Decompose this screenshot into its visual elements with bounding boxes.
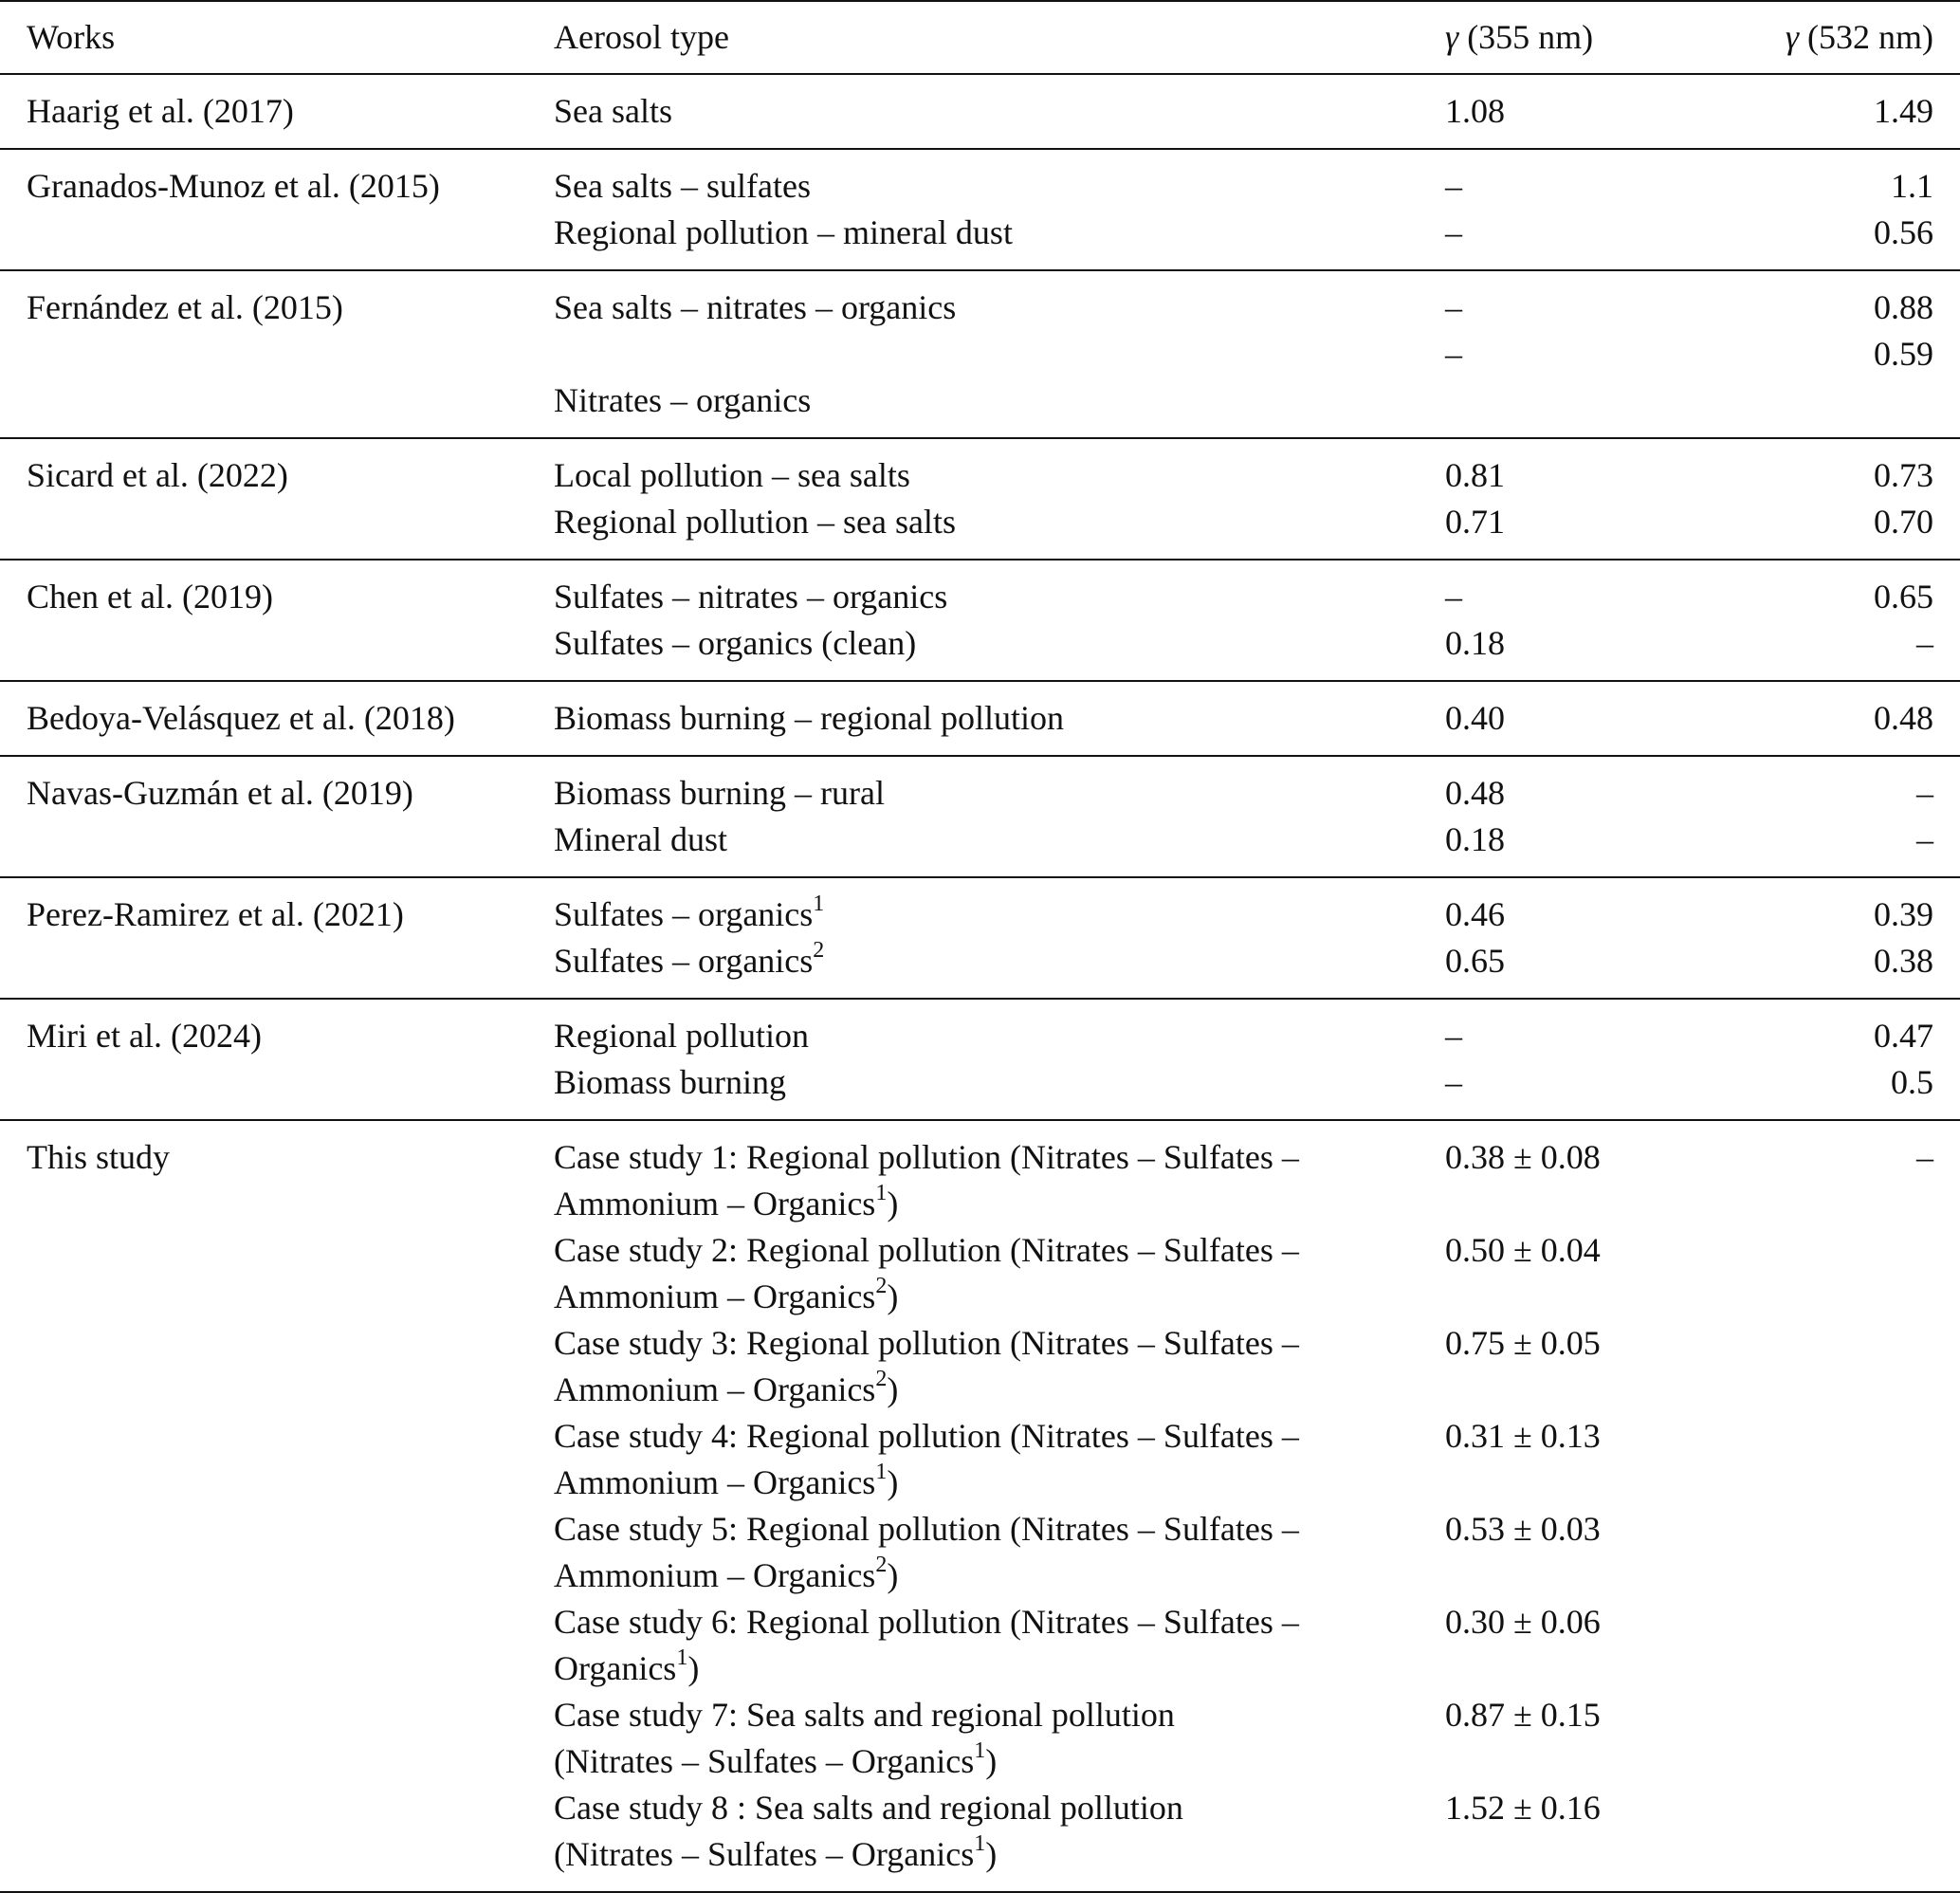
cell-gamma-355-text: 0.50 ± 0.04 xyxy=(1445,1231,1601,1269)
cell-gamma-355-text: 0.75 ± 0.05 xyxy=(1445,1324,1601,1362)
footnote-marker: 2 xyxy=(875,1367,888,1391)
cell-gamma-532 xyxy=(1730,620,1960,681)
cell-work xyxy=(0,877,527,938)
cell-gamma-532-text: 0.47 xyxy=(1874,1017,1933,1055)
cell-work xyxy=(0,499,527,560)
cell-work xyxy=(0,999,527,1059)
table-row xyxy=(0,1599,1960,1692)
cell-aerosol-type xyxy=(527,499,1445,560)
cell-gamma-355-text: – xyxy=(1445,1063,1462,1101)
cell-aerosol-type xyxy=(527,1059,1445,1120)
cell-gamma-532 xyxy=(1730,1059,1960,1120)
cell-gamma-355 xyxy=(1445,438,1730,499)
case-line-2-close: ) xyxy=(887,1463,899,1501)
cell-work xyxy=(0,620,527,681)
footnote-marker: 1 xyxy=(974,1738,986,1763)
cell-gamma-532-text: 0.59 xyxy=(1874,335,1933,373)
cell-aerosol-type xyxy=(527,438,1445,499)
cell-gamma-355 xyxy=(1445,1059,1730,1120)
cell-work xyxy=(0,560,527,620)
table-row xyxy=(0,877,1960,938)
cell-aerosol-type xyxy=(527,377,1445,438)
table-row xyxy=(0,1120,1960,1227)
cell-gamma-355 xyxy=(1445,1692,1730,1785)
cell-aerosol-type xyxy=(527,74,1445,149)
cell-gamma-355 xyxy=(1445,756,1730,817)
cell-gamma-532-text: 0.70 xyxy=(1874,503,1933,541)
cell-work xyxy=(0,1506,527,1599)
header-gamma-355-unit: (355 nm) xyxy=(1467,18,1594,56)
case-line-2-close: ) xyxy=(887,1277,899,1315)
cell-gamma-532 xyxy=(1730,149,1960,210)
cell-work-text: Sicard et al. (2022) xyxy=(27,456,288,494)
cell-gamma-532-text: – xyxy=(1916,774,1933,812)
cell-aerosol-type-text: Sulfates – organics xyxy=(554,942,814,980)
cell-aerosol-type xyxy=(527,938,1445,999)
header-aerosol-type: Aerosol type xyxy=(554,18,729,56)
case-line-2-close: ) xyxy=(985,1742,998,1780)
case-line-1: Case study 4: Regional pollution (Nitrates – Sulfates – xyxy=(554,1417,1299,1455)
cell-work-text: Fernández et al. (2015) xyxy=(27,288,343,326)
cell-work xyxy=(0,1413,527,1506)
header-gamma-532-unit: (532 nm) xyxy=(1807,18,1933,56)
cell-gamma-355 xyxy=(1445,270,1730,331)
table-row xyxy=(0,1785,1960,1892)
case-line-1: Case study 7: Sea salts and regional pollution xyxy=(554,1696,1175,1734)
footnote-marker: 2 xyxy=(813,938,825,963)
table-row xyxy=(0,210,1960,270)
footnote-marker: 1 xyxy=(676,1645,688,1670)
cell-gamma-532 xyxy=(1730,1413,1960,1506)
case-line-2 xyxy=(554,1460,1445,1506)
header-gamma-355 xyxy=(1445,1,1730,74)
cell-aerosol-type xyxy=(527,1599,1445,1692)
case-line-2-text: (Nitrates – Sulfates – Organics xyxy=(554,1835,975,1873)
table-group xyxy=(0,270,1960,438)
cell-gamma-355-text: 0.71 xyxy=(1445,503,1505,541)
table-row xyxy=(0,999,1960,1059)
footnote-marker: 1 xyxy=(875,1460,888,1484)
cell-gamma-532-text: 1.1 xyxy=(1891,167,1933,205)
cell-gamma-532-text: 0.88 xyxy=(1874,288,1933,326)
cell-gamma-355-text: 0.46 xyxy=(1445,895,1505,933)
cell-aerosol-type xyxy=(527,681,1445,756)
table-group xyxy=(0,877,1960,999)
cell-aerosol-type xyxy=(527,756,1445,817)
table-group xyxy=(0,999,1960,1120)
cell-aerosol-type xyxy=(527,149,1445,210)
cell-work-text: Bedoya-Velásquez et al. (2018) xyxy=(27,699,455,737)
cell-aerosol-type xyxy=(527,210,1445,270)
cell-gamma-355 xyxy=(1445,499,1730,560)
cell-gamma-355 xyxy=(1445,1227,1730,1320)
cell-gamma-355-text: 1.52 ± 0.16 xyxy=(1445,1789,1601,1827)
table-row xyxy=(0,1506,1960,1599)
cell-aerosol-type xyxy=(527,817,1445,877)
cell-work-text: Navas-Guzmán et al. (2019) xyxy=(27,774,413,812)
table-row xyxy=(0,817,1960,877)
cell-gamma-532 xyxy=(1730,377,1960,438)
case-line-1: Case study 1: Regional pollution (Nitrates – Sulfates – xyxy=(554,1138,1299,1176)
cell-aerosol-type-text: Sulfates – nitrates – organics xyxy=(554,578,948,616)
table-row xyxy=(0,438,1960,499)
gamma-symbol: γ xyxy=(1445,18,1459,56)
cell-gamma-355 xyxy=(1445,817,1730,877)
cell-aerosol-type xyxy=(527,1506,1445,1599)
cell-gamma-532-text: 0.38 xyxy=(1874,942,1933,980)
cell-aerosol-type xyxy=(527,1692,1445,1785)
cell-aerosol-type xyxy=(527,1785,1445,1892)
cell-gamma-532 xyxy=(1730,938,1960,999)
cell-work xyxy=(0,1227,527,1320)
cell-gamma-532-text: – xyxy=(1916,820,1933,858)
header-works: Works xyxy=(27,18,116,56)
table-group xyxy=(0,74,1960,149)
table-row xyxy=(0,560,1960,620)
cell-work-text: Perez-Ramirez et al. (2021) xyxy=(27,895,404,933)
case-line-2-close: ) xyxy=(887,1185,899,1222)
cell-work xyxy=(0,1059,527,1120)
cell-work-text: This study xyxy=(27,1138,171,1176)
cell-gamma-355 xyxy=(1445,1120,1730,1227)
case-line-2 xyxy=(554,1181,1445,1227)
cell-gamma-355 xyxy=(1445,999,1730,1059)
cell-gamma-532 xyxy=(1730,1506,1960,1599)
case-line-2-text: Ammonium – Organics xyxy=(554,1370,876,1408)
cell-aerosol-type-text: Regional pollution – sea salts xyxy=(554,503,956,541)
case-line-2-text: Ammonium – Organics xyxy=(554,1463,876,1501)
cell-gamma-355-text: – xyxy=(1445,1017,1462,1055)
cell-gamma-532 xyxy=(1730,681,1960,756)
cell-gamma-355 xyxy=(1445,210,1730,270)
cell-aerosol-type xyxy=(527,1227,1445,1320)
case-line-2 xyxy=(554,1553,1445,1599)
cell-aerosol-type-text: Local pollution – sea salts xyxy=(554,456,910,494)
cell-aerosol-type-text: Nitrates – organics xyxy=(554,381,812,419)
cell-gamma-355-text: 0.53 ± 0.03 xyxy=(1445,1510,1601,1548)
cell-work xyxy=(0,270,527,331)
case-line-2-close: ) xyxy=(887,1556,899,1594)
case-line-2 xyxy=(554,1831,1445,1878)
table-row xyxy=(0,74,1960,149)
table-row xyxy=(0,331,1960,377)
case-line-1: Case study 2: Regional pollution (Nitrates – Sulfates – xyxy=(554,1231,1299,1269)
cell-gamma-355-text: – xyxy=(1445,288,1462,326)
table-row xyxy=(0,756,1960,817)
table-group xyxy=(0,681,1960,756)
table-row xyxy=(0,270,1960,331)
cell-gamma-532 xyxy=(1730,210,1960,270)
cell-gamma-355-text: 1.08 xyxy=(1445,92,1505,130)
cell-gamma-532 xyxy=(1730,499,1960,560)
cell-gamma-355-text: 0.81 xyxy=(1445,456,1505,494)
cell-gamma-355 xyxy=(1445,331,1730,377)
cell-gamma-355 xyxy=(1445,1320,1730,1413)
cell-work xyxy=(0,817,527,877)
table-row xyxy=(0,377,1960,438)
case-line-2-text: Ammonium – Organics xyxy=(554,1185,876,1222)
cell-aerosol-type-text: Sea salts – sulfates xyxy=(554,167,811,205)
case-line-1: Case study 3: Regional pollution (Nitrates – Sulfates – xyxy=(554,1324,1299,1362)
cell-gamma-355-text: 0.48 xyxy=(1445,774,1505,812)
cell-gamma-532-text: 0.48 xyxy=(1874,699,1933,737)
table-row xyxy=(0,938,1960,999)
table-row xyxy=(0,1692,1960,1785)
cell-aerosol-type xyxy=(527,999,1445,1059)
cell-gamma-355-text: 0.38 ± 0.08 xyxy=(1445,1138,1601,1176)
cell-gamma-355 xyxy=(1445,1599,1730,1692)
cell-gamma-532 xyxy=(1730,1320,1960,1413)
cell-work xyxy=(0,210,527,270)
table-group xyxy=(0,438,1960,560)
case-line-2-close: ) xyxy=(887,1370,899,1408)
table-row xyxy=(0,681,1960,756)
case-line-2 xyxy=(554,1645,1445,1692)
table-row xyxy=(0,1227,1960,1320)
cell-gamma-355-text: 0.31 ± 0.13 xyxy=(1445,1417,1601,1455)
cell-gamma-355 xyxy=(1445,149,1730,210)
cell-gamma-532 xyxy=(1730,1692,1960,1785)
footnote-marker: 2 xyxy=(875,1274,888,1298)
cell-work-text: Haarig et al. (2017) xyxy=(27,92,294,130)
cell-gamma-532 xyxy=(1730,877,1960,938)
table-group-this-study xyxy=(0,1120,1960,1892)
cell-work xyxy=(0,938,527,999)
cell-aerosol-type xyxy=(527,560,1445,620)
cell-gamma-355-text: 0.87 ± 0.15 xyxy=(1445,1696,1601,1734)
case-line-2 xyxy=(554,1738,1445,1785)
header-row xyxy=(0,1,1960,74)
table-group xyxy=(0,756,1960,877)
cell-gamma-532 xyxy=(1730,438,1960,499)
case-line-1: Case study 8 : Sea salts and regional pollution xyxy=(554,1789,1183,1827)
cell-gamma-532 xyxy=(1730,817,1960,877)
cell-aerosol-type-text: Sea salts xyxy=(554,92,672,130)
cell-work-text: Granados-Munoz et al. (2015) xyxy=(27,167,440,205)
case-line-2-text: Ammonium – Organics xyxy=(554,1556,876,1594)
cell-work xyxy=(0,1320,527,1413)
cell-gamma-532 xyxy=(1730,756,1960,817)
cell-work-text: Miri et al. (2024) xyxy=(27,1017,262,1055)
cell-gamma-532-text: – xyxy=(1916,624,1933,662)
footnote-marker: 2 xyxy=(875,1553,888,1577)
cell-gamma-532-text: 0.56 xyxy=(1874,213,1933,251)
cell-aerosol-type-text: Biomass burning – rural xyxy=(554,774,885,812)
cell-gamma-355 xyxy=(1445,1785,1730,1892)
cell-gamma-532 xyxy=(1730,1120,1960,1227)
table-group xyxy=(0,560,1960,681)
cell-aerosol-type xyxy=(527,1413,1445,1506)
case-line-2 xyxy=(554,1367,1445,1413)
cell-gamma-355 xyxy=(1445,1506,1730,1599)
table-row xyxy=(0,499,1960,560)
cell-aerosol-type-text: Sulfates – organics xyxy=(554,895,814,933)
case-line-2-text: (Nitrates – Sulfates – Organics xyxy=(554,1742,975,1780)
cell-gamma-355 xyxy=(1445,620,1730,681)
cell-work xyxy=(0,1599,527,1692)
footnote-marker: 1 xyxy=(813,891,825,916)
cell-gamma-532-text: – xyxy=(1916,1138,1933,1176)
cell-gamma-532 xyxy=(1730,74,1960,149)
cell-aerosol-type xyxy=(527,331,1445,377)
case-line-2-text: Ammonium – Organics xyxy=(554,1277,876,1315)
gamma-symbol: γ xyxy=(1785,18,1800,56)
cell-gamma-532-text: 0.65 xyxy=(1874,578,1933,616)
cell-gamma-355-text: – xyxy=(1445,335,1462,373)
cell-gamma-532 xyxy=(1730,1599,1960,1692)
cell-gamma-532-text: 0.73 xyxy=(1874,456,1933,494)
case-line-2-text: Organics xyxy=(554,1649,677,1687)
cell-gamma-355 xyxy=(1445,938,1730,999)
cell-aerosol-type xyxy=(527,1120,1445,1227)
cell-aerosol-type-text: Mineral dust xyxy=(554,820,727,858)
cell-gamma-355-text: 0.30 ± 0.06 xyxy=(1445,1603,1601,1641)
cell-aerosol-type-text: Biomass burning – regional pollution xyxy=(554,699,1064,737)
cell-work xyxy=(0,756,527,817)
cell-gamma-532 xyxy=(1730,270,1960,331)
table-row xyxy=(0,620,1960,681)
cell-aerosol-type-text: Regional pollution xyxy=(554,1017,809,1055)
case-line-1: Case study 6: Regional pollution (Nitrates – Sulfates – xyxy=(554,1603,1299,1641)
cell-gamma-355-text: 0.18 xyxy=(1445,820,1505,858)
cell-aerosol-type xyxy=(527,877,1445,938)
cell-aerosol-type-text: Sulfates – organics (clean) xyxy=(554,624,917,662)
cell-aerosol-type-text: Regional pollution – mineral dust xyxy=(554,213,1013,251)
cell-work-text: Chen et al. (2019) xyxy=(27,578,273,616)
cell-gamma-532 xyxy=(1730,999,1960,1059)
cell-aerosol-type xyxy=(527,620,1445,681)
header-gamma-532 xyxy=(1730,1,1960,74)
case-line-2-close: ) xyxy=(687,1649,700,1687)
cell-gamma-355-text: 0.65 xyxy=(1445,942,1505,980)
cell-aerosol-type-text: Sea salts – nitrates – organics xyxy=(554,288,957,326)
cell-work xyxy=(0,438,527,499)
cell-gamma-532 xyxy=(1730,1785,1960,1892)
cell-work xyxy=(0,1120,527,1227)
cell-aerosol-type-text: Biomass burning xyxy=(554,1063,787,1101)
cell-work xyxy=(0,74,527,149)
case-line-1: Case study 5: Regional pollution (Nitrates – Sulfates – xyxy=(554,1510,1299,1548)
cell-gamma-355-text: 0.18 xyxy=(1445,624,1505,662)
case-line-2-close: ) xyxy=(985,1835,998,1873)
cell-gamma-532 xyxy=(1730,560,1960,620)
table-group xyxy=(0,149,1960,270)
cell-gamma-355 xyxy=(1445,560,1730,620)
cell-work xyxy=(0,1692,527,1785)
cell-gamma-355 xyxy=(1445,681,1730,756)
cell-gamma-355-text: 0.40 xyxy=(1445,699,1505,737)
footnote-marker: 1 xyxy=(974,1831,986,1856)
cell-work xyxy=(0,149,527,210)
cell-gamma-532-text: 1.49 xyxy=(1874,92,1933,130)
cell-gamma-532 xyxy=(1730,1227,1960,1320)
footnote-marker: 1 xyxy=(875,1181,888,1205)
cell-gamma-355-text: – xyxy=(1445,578,1462,616)
cell-gamma-532 xyxy=(1730,331,1960,377)
table-row xyxy=(0,1320,1960,1413)
cell-gamma-355-text: – xyxy=(1445,167,1462,205)
cell-aerosol-type xyxy=(527,1320,1445,1413)
case-line-2 xyxy=(554,1274,1445,1320)
cell-work xyxy=(0,331,527,377)
table-row xyxy=(0,1059,1960,1120)
table-row xyxy=(0,149,1960,210)
cell-gamma-355-text: – xyxy=(1445,213,1462,251)
cell-gamma-355 xyxy=(1445,1413,1730,1506)
cell-gamma-355 xyxy=(1445,877,1730,938)
table-row xyxy=(0,1413,1960,1506)
cell-gamma-355 xyxy=(1445,377,1730,438)
cell-gamma-355 xyxy=(1445,74,1730,149)
cell-gamma-532-text: 0.39 xyxy=(1874,895,1933,933)
cell-work xyxy=(0,1785,527,1892)
cell-aerosol-type xyxy=(527,270,1445,331)
cell-work xyxy=(0,377,527,438)
cell-gamma-532-text: 0.5 xyxy=(1891,1063,1933,1101)
cell-work xyxy=(0,681,527,756)
